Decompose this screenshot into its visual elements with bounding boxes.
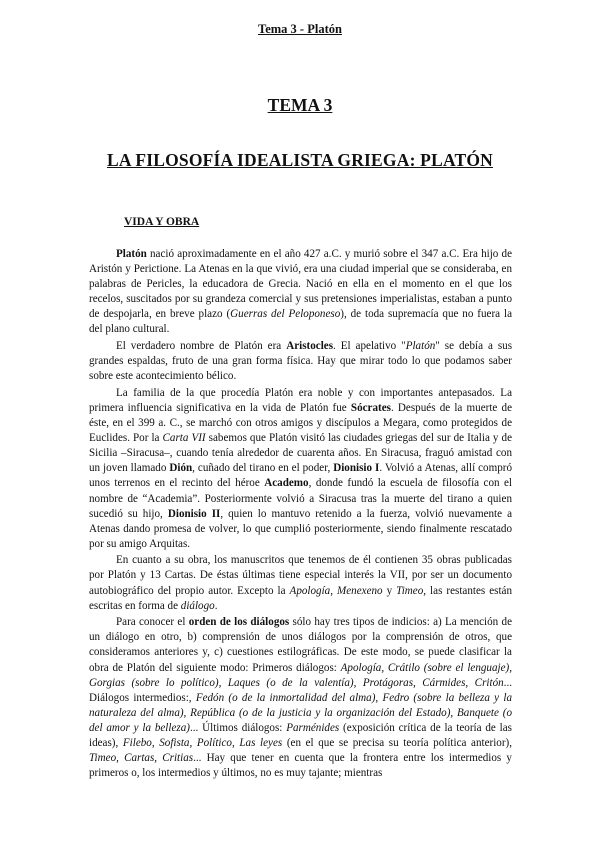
chapter-title: TEMA 3 (267, 95, 333, 115)
text-bold: Academo (264, 477, 309, 490)
paragraph-1 (89, 247, 512, 338)
text-italic: Apología (289, 584, 331, 597)
text-italic: Menexeno (337, 584, 383, 597)
text-bold: Dión (169, 462, 193, 475)
text-bold: Sócrates (350, 401, 391, 414)
text-bold: Platón (116, 248, 147, 260)
text-run: ... Diálogos intermedios:, (89, 676, 512, 704)
text-italic: Timeo, Cartas, Critias (89, 752, 194, 765)
text-italic: Carta VII (162, 432, 206, 445)
section-heading (119, 216, 199, 228)
text-run: . (214, 599, 218, 612)
chapter-subtitle: LA FILOSOFÍA IDEALISTA GRIEGA: PLATÓN (107, 150, 493, 170)
text-run: , cuñado del tirano en el poder, (192, 462, 334, 475)
text-italic: Fedón (o de la inmortalidad del alma), Fedro (sobre la belleza y la naturaleza del alma), República (o de la justicia y la organización del Estado), Banquete (o del amor y la belleza) (89, 691, 512, 734)
text-run: ... Últimos diálogos: (189, 721, 287, 734)
text-italic: Parménides (286, 721, 340, 734)
paragraph-2 (89, 339, 512, 384)
paragraph-5 (89, 615, 512, 781)
text-run: En cuanto a su obra, los manuscritos que tenemos de él contienen 35 obras publicadas por Platón y 13 Cartas. De éstas últimas tiene especial interés la VII, por ser un documento autobiográfico del propio autor. Excepto la (89, 554, 512, 597)
text-run: (exposición crítica de la teoría de las ideas), (89, 721, 512, 749)
text-bold: Dionisio I (333, 462, 380, 475)
text-italic: Platón (405, 340, 436, 353)
text-run: , (330, 584, 338, 597)
text-run: , donde fundó la escuela de filosofía con el nombre de “Academia”. Posteriormente volvió a Siracusa tras la muerte del tirano a quien sucedió su hijo, (89, 477, 512, 520)
text-run: ), de toda supremacía que no fuera la del plano cultural. (89, 308, 512, 336)
text-italic: diálogo (180, 599, 215, 612)
text-run: Para conocer el (116, 616, 189, 629)
text-italic: Guerras del Peloponeso (230, 308, 341, 321)
text-run: . Volvió a Atenas, allí compró unos terrenos en el recinto del héroe (89, 462, 513, 490)
text-bold: orden de los diálogos (188, 616, 290, 629)
text-run: El verdadero nombre de Platón era (116, 340, 287, 353)
text-run: sólo hay tres tipos de indicios: a) La mención de un diálogo en otro, b) comprensión de unos diálogos por la comprensión de otros, que consideramos anteriores y, c) cuestiones estilográficas. De este modo, se puede clasificar la obra de Platón del siguiente modo: Primeros diálogos: (89, 616, 512, 674)
text-run: ... Hay que tener en cuenta que la frontera entre los intermedios y primeros o, los intermedios y últimos, no es muy tajante; mientras (89, 752, 512, 780)
section-heading-text: VIDA Y OBRA (124, 216, 200, 228)
text-run: nació aproximadamente en el año 427 a.C. y murió sobre el 347 a.C. Era hijo de Aristón y Perictione. La Atenas en la que vivió, era una ciudad imperial que se consideraba, en palabras de Pericles, la educadora de Grecia. Nació en ella en el momento en el que los recelos, suscitados por su grandeza comercial y sus pretensiones imperialistas, estaban a punto de despojarla, en breve plazo ( (89, 248, 512, 321)
text-run: , las restantes están escritas en forma de (89, 584, 512, 612)
paragraph-4 (89, 553, 512, 613)
text-bold: Aristocles (286, 340, 334, 353)
text-italic: Timeo (396, 584, 424, 597)
text-run: sabemos que Platón visitó las ciudades griegas del sur de Italia y de Sicilia –Siracusa–, cuando tenía alrededor de cuarenta años. En Siracusa, fraguó amistad con un joven llamado (89, 432, 512, 475)
text-italic: Apología, Crátilo (sobre el lenguaje), Gorgias (sobre lo político), Laques (o de la valentía), Protágoras, Cármides, Critón (89, 661, 512, 689)
running-header: Tema 3 - Platón (258, 22, 342, 36)
text-run: , quien lo mantuvo retenido a la fuerza, volvió nuevamente a Atenas dando promesa de volver, lo que cumplió posteriormente, siendo finalmente rescatado por su amigo Arquitas. (89, 507, 513, 550)
text-run: " se debía a sus grandes espaldas, fruto de una gran forma física. Hay que mirar todo lo que podamos saber sobre este acontecimiento bélico. (89, 340, 513, 383)
text-run: La familia de la que procedía Platón era noble y con importantes antepasados. La primera influencia significativa en la vida de Platón fue (89, 386, 512, 414)
text-bold: Dionisio II (167, 507, 221, 520)
body-text (89, 247, 512, 783)
text-italic: Filebo, Sofista, Político, Las leyes (122, 737, 283, 749)
text-run: . El apelativo " (333, 340, 406, 353)
text-run: . Después de la muerte de éste, en el 399 a. C., se marchó con otros amigos y discípulos a Megara, como protegidos de Euclides. Por la (89, 401, 512, 445)
paragraph-3 (89, 386, 512, 552)
text-run: y (382, 584, 397, 597)
text-run: (en el que se precisa su teoría política anterior), (282, 737, 513, 749)
